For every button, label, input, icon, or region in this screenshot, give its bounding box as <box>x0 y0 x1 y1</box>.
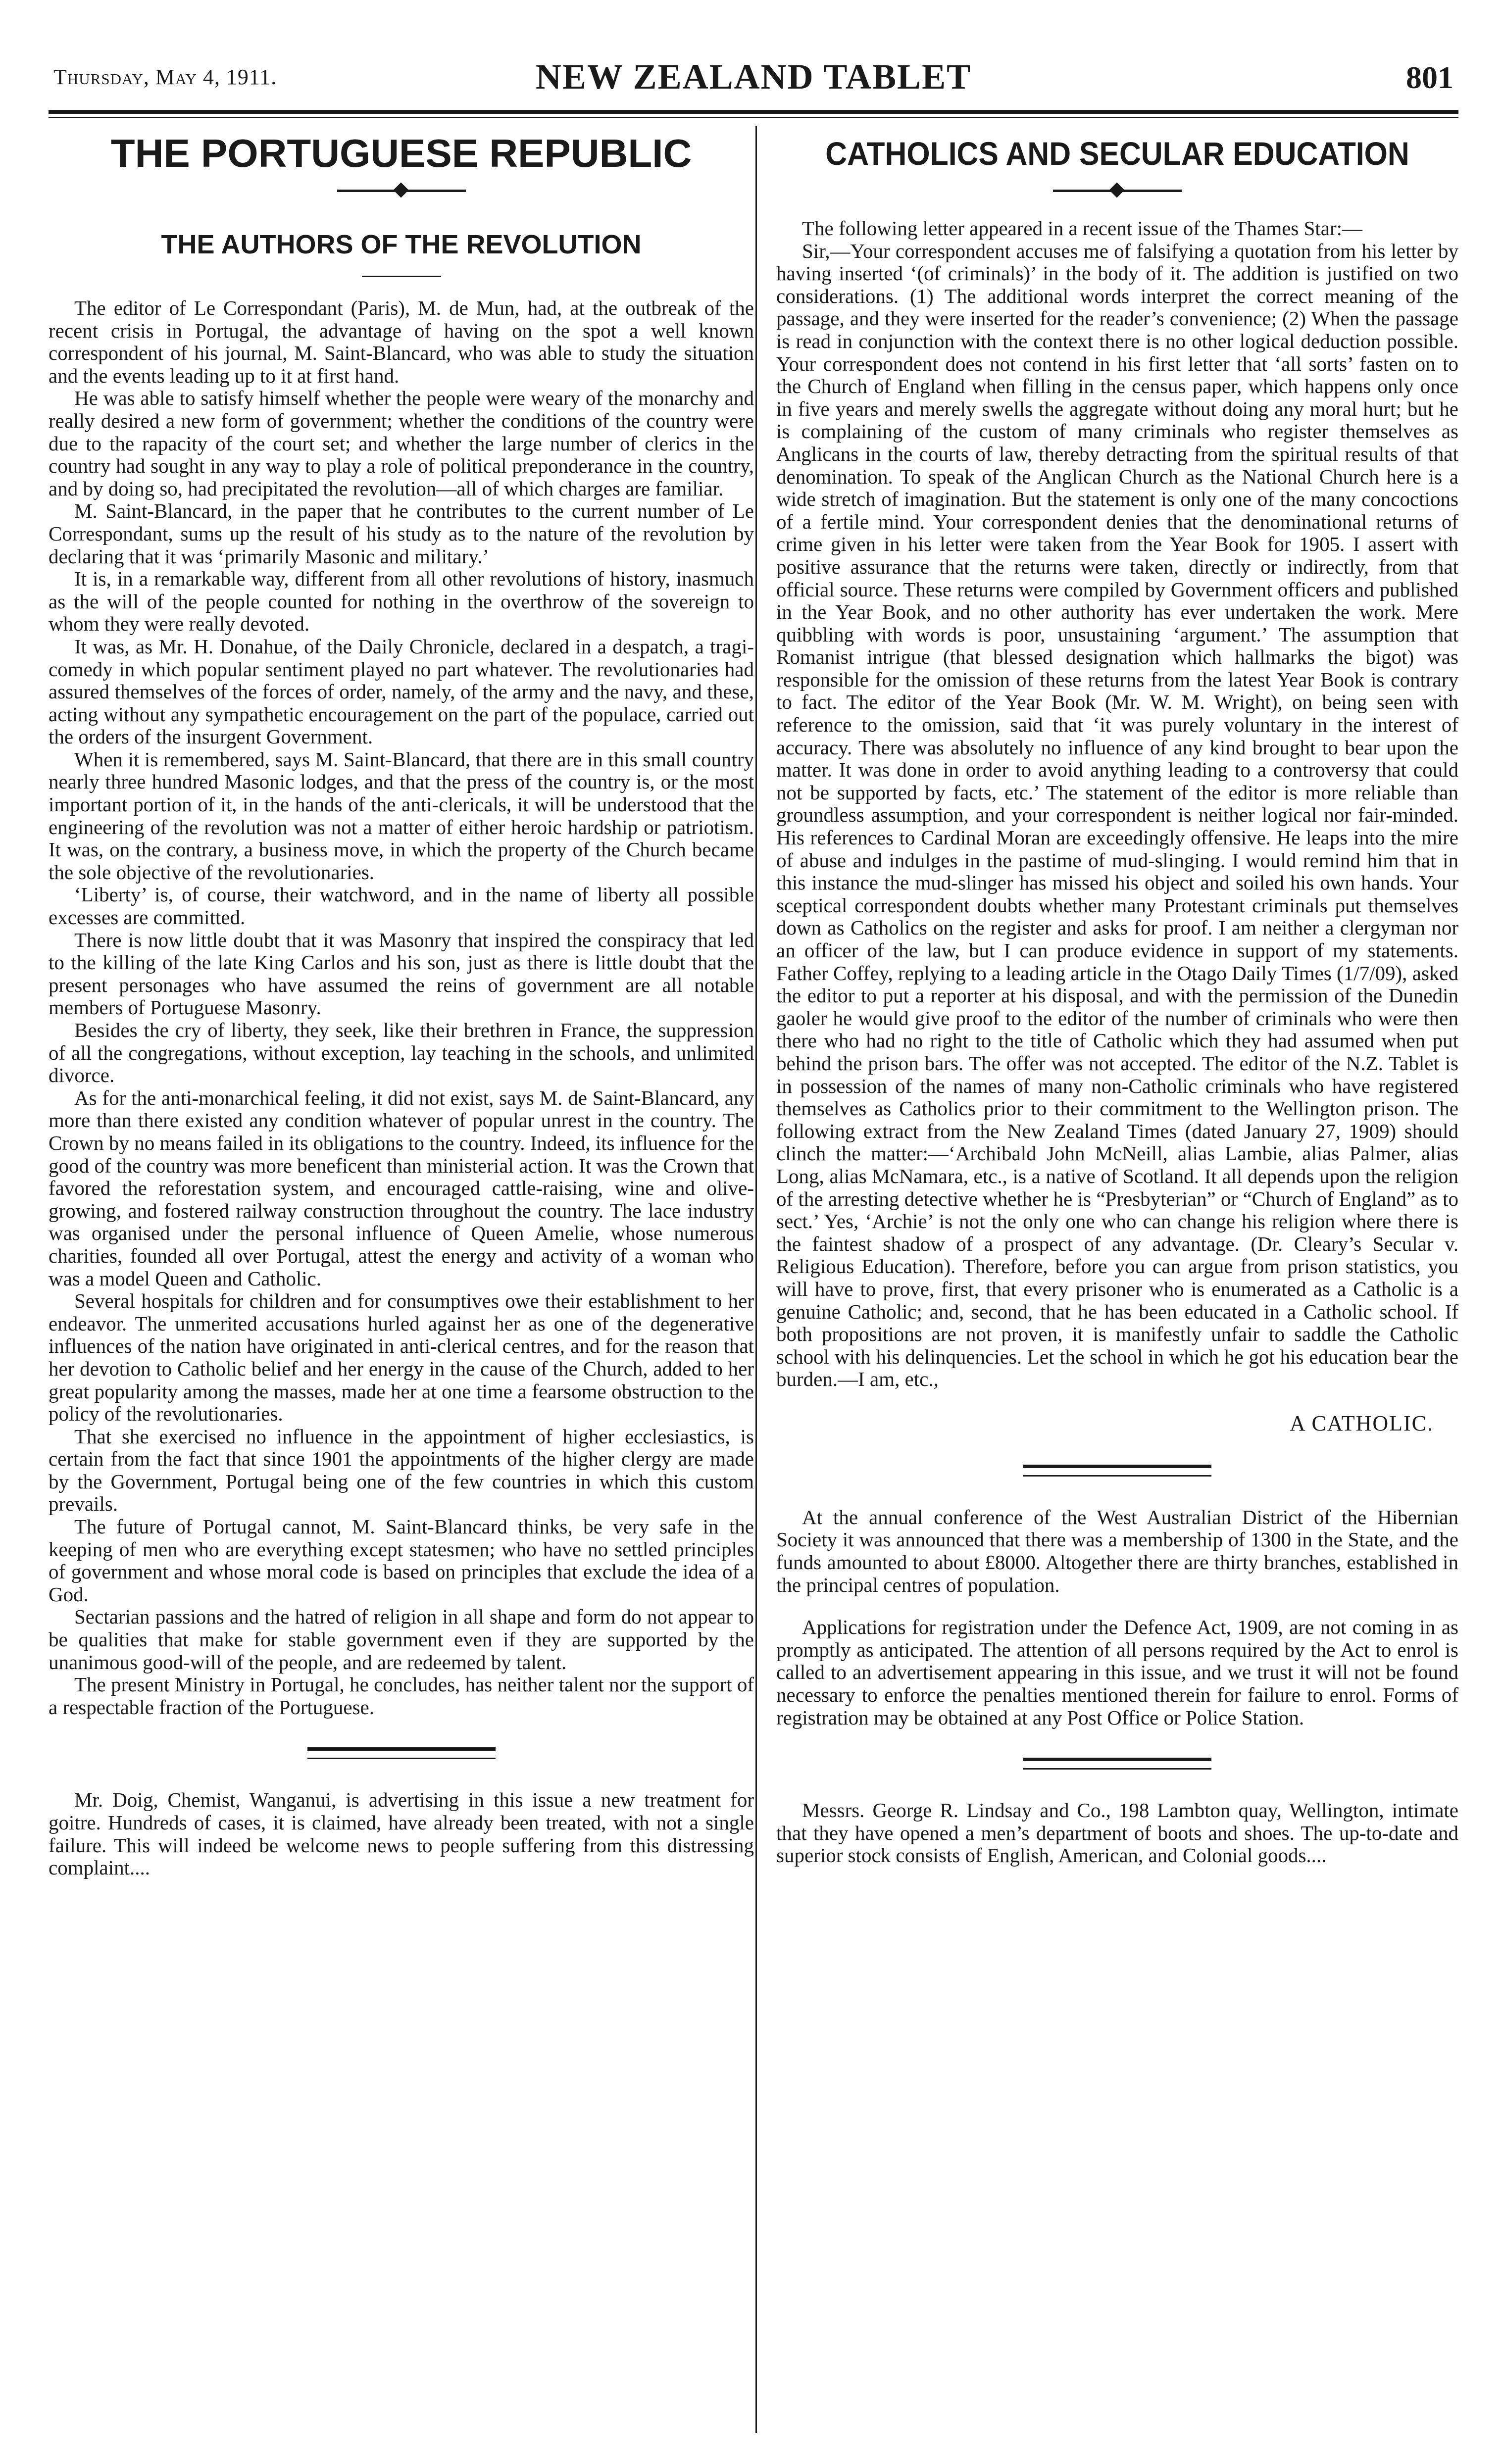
section-separator <box>1023 1465 1211 1477</box>
right-column <box>776 126 1458 1867</box>
issue-date: Thursday, May 4, 1911. <box>53 65 277 89</box>
paragraph: When it is remembered, says M. Saint-Blancard, that there are in this small country nearly three hundred Masonic lodges, and that the press of the country is, or the most important portion of it, in the hands of the anti-clericals, it will be understood that the engineering of the revolution was not a matter of either heroic hardship or patriotism. It was, on the contrary, a business move, in which the property of the Church became the sole objective of the revolutionaries. <box>49 747 754 884</box>
letter-signature: A CATHOLIC. <box>1290 1411 1434 1435</box>
masthead <box>49 53 1458 108</box>
article-headline-right: CATHOLICS AND SECULAR EDUCATION <box>825 135 1409 172</box>
paragraph: He was able to satisfy himself whether the people were weary of the monarchy and really desired a new form of government; whether the conditions of the country were due to the rapacity of the court set; and whether the large number of clerics in the country had sought in any way to play a role of political preponderance in the country, and by doing so, had precipitated the revolution—all of which charges are familiar. <box>49 387 754 500</box>
left-column <box>49 126 754 1879</box>
paragraph: There is now little doubt that it was Masonry that inspired the conspiracy that led to the killing of the late King Carlos and his son, just as there is little doubt that the present personages who have assumed the reins of government are all notable members of Portuguese Masonry. <box>49 928 754 1019</box>
masthead-rule-thin <box>49 117 1458 118</box>
letter-intro: The following letter appeared in a recent issue of the Thames Star:— <box>802 217 1363 240</box>
article-headline: THE PORTUGUESE REPUBLIC <box>110 131 692 175</box>
section-separator <box>307 1747 496 1759</box>
lindsay-notice: Messrs. George R. Lindsay and Co., 198 Lambton quay, Wellington, intimate that they have opened a men’s department of boots and shoes. The up-to-date and superior stock consists of English, American, and Colonial goods.... <box>776 1799 1458 1867</box>
defence-act-notice: Applications for registration under the Defence Act, 1909, are not coming in as promptly as anticipated. The attention of all persons required by the Act to enrol is called to an advertisement appearing in this issue, and we trust it will not be found necessary to enforce the penalties mentioned therein for failure to enrol. Forms of registration may be obtained at any Post Office or Police Station. <box>776 1616 1458 1729</box>
paragraph: The editor of Le Correspondant (Paris), M. de Mun, had, at the outbreak of the recent crisis in Portugal, the advantage of having on the spot a well known correspondent of his journal, M. Saint-Blancard, who was able to study the situation and the events leading up to it at first hand. <box>49 296 754 387</box>
article-subhead: THE AUTHORS OF THE REVOLUTION <box>161 230 642 259</box>
ornament-rule-right <box>1053 184 1182 197</box>
masthead-rule <box>49 110 1458 114</box>
paragraph: Sectarian passions and the hatred of religion in all shape and form do not appear to be qualities that make for stable government even if they are supported by the unanimous good-will of the people, and are redeemed by talent. <box>49 1605 754 1674</box>
paragraph: It was, as Mr. H. Donahue, of the Daily Chronicle, declared in a despatch, a tragi-comedy in which popular sentiment played no part whatever. The revolutionaries had assured themselves of the forces of order, namely, of the army and the navy, and these, acting without any sympathetic encouragement on the part of the populace, carried out the orders of the insurgent Government. <box>49 635 754 748</box>
article-body <box>49 297 754 1719</box>
section-separator <box>1023 1758 1211 1770</box>
paragraph: The future of Portugal cannot, M. Saint-Blancard thinks, be very safe in the keeping of men who are everything except statesmen; who have no settled principles of government and whose moral code is based on principles that exclude the idea of a God. <box>49 1515 754 1606</box>
paragraph: ‘Liberty’ is, of course, their watchword, and in the name of liberty all possible excesses are committed. <box>49 883 754 929</box>
paragraph: Besides the cry of liberty, they seek, like their brethren in France, the suppression of all the congregations, without exception, lay teaching in the schools, and unlimited divorce. <box>49 1019 754 1087</box>
paragraph: As for the anti-monarchical feeling, it did not exist, says M. de Saint-Blancard, any more than there existed any condition whatever of popular unrest in the country. The Crown by no means failed in its obligations to the country. Indeed, its influence for the good of the country was more beneficent than ministerial action. It was the Crown that favored the reforestation system, and encouraged cattle-raising, wine and olive-growing, and fostered railway construction throughout the country. The lace industry was organised under the personal influence of Queen Amelie, whose numerous charities, founded all over Portugal, attest the energy and activity of a woman who was a model Queen and Catholic. <box>49 1086 754 1290</box>
hibernian-notice: At the annual conference of the West Australian District of the Hibernian Society it was announced that there was a membership of 1300 in the State, and the funds amounted to about £8000. Altogether there are thirty branches, established in the principal centres of population. <box>776 1505 1458 1596</box>
page-number: 801 <box>1406 60 1453 95</box>
short-rule <box>362 276 441 277</box>
paragraph: Several hospitals for children and for consumptives owe their establishment to her endeavor. The unmerited accusations hurled against her as one of the degenerative influences of the nation have originated in anti-clerical centres, and for the reason that her devotion to Catholic belief and her energy in the cause of the Church, added to her great popularity among the masses, made her at one time a fearsome obstruction to the policy of the revolutionaries. <box>49 1289 754 1426</box>
newspaper-title: NEW ZEALAND TABLET <box>535 57 972 97</box>
letter-body: Sir,—Your correspondent accuses me of falsifying a quotation from his letter by having inserted ‘(of criminals)’ in the body of it. The addition is justified on two considerations. (1) The additional words interpret the correct meaning of the passage, and they were inserted for the reader’s convenience; (2) When the passage is read in conjunction with the context there is no other logical deduction possible. Your correspondent does not contend in his first letter that ‘all sorts’ fasten on to the Church of England when filling in the census paper, which happens only once in five years and merely swells the aggregate without doing any moral hurt; but he is complaining of the custom of many criminals who register themselves as Anglicans in the courts of law, thereby detracting from the spiritual results of that denomination. To speak of the Anglican Church as the National Church here is a wide stretch of imagination. But the statement is only one of the many concoctions of a fertile mind. Your correspondent denies that the denominational returns of crime given in his letter were taken from the Year Book for 1905. I assert with positive assurance that the returns were taken, directly or indirectly, from that official source. These returns were compiled by Government officers and published in the Year Book, and no other authority has ever undertaken the work. Mere quibbling with words is poor, unsustaining ‘argument.’ The assumption that Romanist intrigue (that blessed designation which hallmarks the bigot) was responsible for the omission of these returns from the latest Year Book is contrary to fact. The editor of the Year Book (Mr. W. M. Wright), on being seen with reference to the omission, said that ‘it was purely voluntary in the interest of accuracy. There was absolutely no influence of any kind brought to bear upon the matter. It was done in order to avoid anything leading to a controversy that could not be supported by facts, etc.’ The statement of the editor is more reliable than groundless assumption, and your correspondent is neither logical nor fair-minded. His references to Cardinal Moran are exceedingly offensive. He leaps into the mire of abuse and indulges in the pastime of mud-slinging. I would remind him that in this instance the mud-slinger has missed his object and soiled his own hands. Your sceptical correspondent doubts whether many Protestant criminals put themselves down as Catholics on the register and asks for proof. I am neither a clergyman nor an officer of the law, but I can produce evidence in support of my statements. Father Coffey, replying to a leading article in the Otago Daily Times (1/7/09), asked the editor to put a reporter at his disposal, and with the permission of the Dunedin gaoler he would give proof to the editor of the number of criminals who were then there who had no right to the title of Catholic which they had assumed when put behind the prison bars. The offer was not accepted. The editor of the N.Z. Tablet is in possession of the names of many non-Catholic criminals who have registered themselves as Catholics prior to their commitment to the Wellington prison. The following extract from the New Zealand Times (dated January 27, 1909) should clinch the matter:—‘Archibald John McNeill, alias Lambie, alias Palmer, alias Long, alias McNamara, etc., is a native of Scotland. It all depends upon the religion of the arresting detective whether he is “Presbyterian” or “Church of England” as to sect.’ Yes, ‘Archie’ is not the only one who can change his religion where there is the faintest shadow of a prospect of any advantage. (Dr. Cleary’s Secular v. Religious Education). Therefore, before you can argue from prison statistics, you will have to prove, first, that every prisoner who is enumerated as a Catholic is a genuine Catholic; and, second, that he has been educated in a Catholic school. If both propositions are not proven, it is manifestly unfair to saddle the Catholic school with his delinquencies. Let the school in which he got his education bear the burden.—I am, etc., <box>776 239 1458 1391</box>
paragraph: That she exercised no influence in the appointment of higher ecclesiastics, is certain from the fact that since 1901 the appointments of the higher clergy are made by the Government, Portugal being one of the few countries in which this custom prevails. <box>49 1425 754 1516</box>
paragraph: The present Ministry in Portugal, he concludes, has neither talent nor the support of a respectable fraction of the Portuguese. <box>49 1673 754 1719</box>
goitre-notice: Mr. Doig, Chemist, Wanganui, is advertising in this issue a new treatment for goitre. Hundreds of cases, it is claimed, have already been treated, with not a single failure. This will indeed be welcome news to people suffering from this distressing complaint.... <box>49 1788 754 1879</box>
paragraph: It is, in a remarkable way, different from all other revolutions of history, inasmuch as the will of the people counted for nothing in the overthrow of the sovereign to whom they were really devoted. <box>49 567 754 636</box>
ornament-rule <box>337 184 466 197</box>
column-divider <box>755 126 757 2433</box>
paragraph: M. Saint-Blancard, in the paper that he contributes to the current number of Le Correspondant, sums up the result of his study as to the nature of the revolution by declaring that it was ‘primarily Masonic and military.’ <box>49 499 754 568</box>
